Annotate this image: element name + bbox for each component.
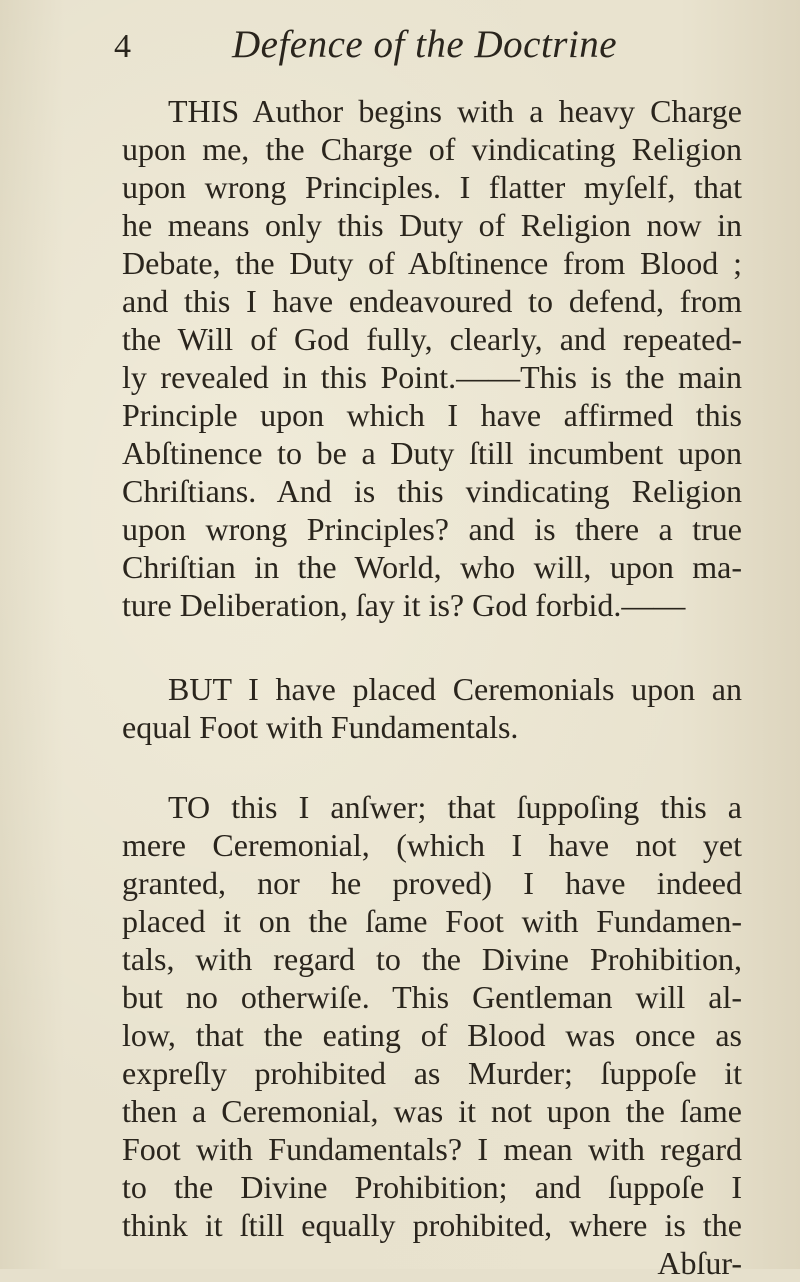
text-line: and this I have endeavoured to defend, from (122, 283, 742, 319)
body-text (122, 92, 742, 1282)
text-line: upon me, the Charge of vindicating Religion (122, 131, 742, 167)
text-line: Principle upon which I have affirmed this (122, 397, 742, 433)
paragraph-spacer (122, 746, 742, 788)
text-line: upon wrong Principles. I flatter myſelf, that (122, 169, 742, 205)
text-line: but no otherwiſe. This Gentleman will al- (122, 979, 742, 1015)
text-line: the Will of God fully, clearly, and repeated- (122, 321, 742, 357)
text-line: THIS Author begins with a heavy Charge (168, 93, 742, 129)
paragraph-2 (122, 670, 742, 746)
text-line: Foot with Fundamentals? I mean with regard (122, 1131, 742, 1167)
paragraph-spacer (122, 624, 742, 670)
text-line: granted, nor he proved) I have indeed (122, 865, 742, 901)
text-line: ly revealed in this Point.——This is the main (122, 359, 742, 395)
catchword: Abſur- (657, 1245, 742, 1281)
text-line: Abſtinence to be a Duty ſtill incumbent upon (122, 435, 742, 471)
text-line: he means only this Duty of Religion now in (122, 207, 742, 243)
text-line: Debate, the Duty of Abſtinence from Blood ; (122, 245, 742, 281)
text-line: low, that the eating of Blood was once as (122, 1017, 742, 1053)
text-line: placed it on the ſame Foot with Fundamen- (122, 903, 742, 939)
paragraph-1 (122, 92, 742, 624)
text-line: ture Deliberation, ſay it is? God forbid.—— (122, 587, 686, 623)
text-line: think it ſtill equally prohibited, where is the (122, 1207, 742, 1243)
page-number: 4 (114, 28, 131, 65)
running-head: Defence of the Doctrine (232, 23, 618, 66)
text-line: Chriſtian in the World, who will, upon ma- (122, 549, 742, 585)
text-line: BUT I have placed Ceremonials upon an (168, 671, 742, 707)
text-line: to the Divine Prohibition; and ſuppoſe I (122, 1169, 742, 1205)
paragraph-3 (122, 788, 742, 1282)
text-line: then a Ceremonial, was it not upon the ſame (122, 1093, 742, 1129)
text-line: upon wrong Principles? and is there a true (122, 511, 742, 547)
text-line: Chriſtians. And is this vindicating Religion (122, 473, 742, 509)
text-line: equal Foot with Fundamentals. (122, 709, 519, 745)
page-header (0, 14, 800, 74)
text-line: tals, with regard to the Divine Prohibition, (122, 941, 742, 977)
text-line: TO this I anſwer; that ſuppoſing this a (168, 789, 742, 825)
text-line: expreſly prohibited as Murder; ſuppoſe it (122, 1055, 742, 1091)
text-line: mere Ceremonial, (which I have not yet (122, 827, 742, 863)
